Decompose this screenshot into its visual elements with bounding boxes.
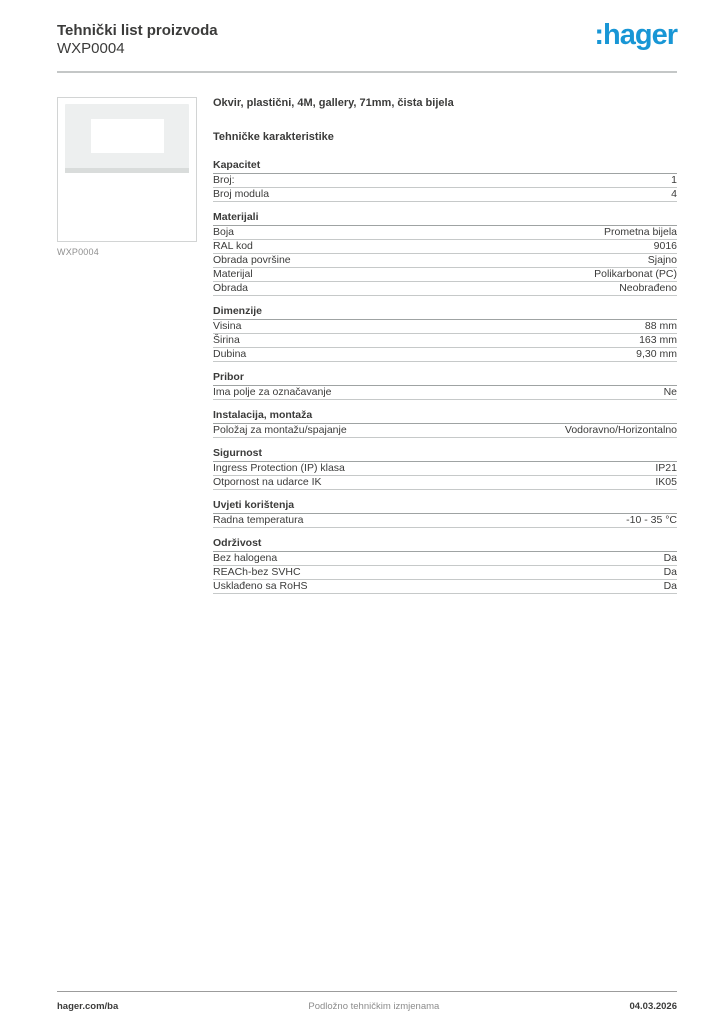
spec-label: Boja [213, 226, 235, 238]
spec-row [213, 320, 677, 334]
frame-bottom-edge [65, 168, 189, 173]
spec-section-heading: Sigurnost [213, 448, 677, 462]
spec-row [213, 226, 677, 240]
frame-plate-graphic [65, 104, 189, 173]
page-footer [57, 991, 677, 1012]
spec-label: REACh-bez SVHC [213, 566, 301, 578]
spec-row [213, 348, 677, 362]
spec-label: Broj modula [213, 188, 270, 200]
spec-value: Vodoravno/Horizontalno [564, 424, 677, 436]
spec-label: Usklađeno sa RoHS [213, 580, 308, 592]
spec-row [213, 282, 677, 296]
spec-row [213, 240, 677, 254]
spec-row [213, 462, 677, 476]
product-description: Okvir, plastični, 4M, gallery, 71mm, čista bijela [213, 97, 454, 109]
spec-label: Obrada površine [213, 254, 291, 266]
spec-value: 163 mm [639, 334, 677, 346]
spec-value: 1 [671, 174, 677, 186]
page-header [0, 0, 724, 58]
spec-section-heading: Instalacija, montaža [213, 410, 677, 424]
spec-row [213, 334, 677, 348]
spec-label: Dubina [213, 348, 247, 360]
spec-value: Da [663, 552, 677, 564]
spec-row [213, 424, 677, 438]
spec-value: IK05 [655, 476, 677, 488]
spec-section-heading: Održivost [213, 538, 677, 552]
spec-row [213, 386, 677, 400]
header-divider [57, 71, 677, 73]
spec-section-heading: Pribor [213, 372, 677, 386]
spec-value: Polikarbonat (PC) [594, 268, 677, 280]
spec-section-heading: Dimenzije [213, 306, 677, 320]
footer-date: 04.03.2026 [629, 1001, 677, 1012]
spec-label: RAL kod [213, 240, 253, 252]
spec-row [213, 268, 677, 282]
spec-section [213, 212, 677, 296]
hager-logo: :hager [594, 19, 677, 51]
content [57, 97, 677, 594]
spec-value: IP21 [655, 462, 677, 474]
product-image [57, 97, 197, 242]
spec-label: Obrada [213, 282, 249, 294]
product-code: WXP0004 [57, 40, 125, 57]
spec-row [213, 580, 677, 594]
spec-label: Visina [213, 320, 242, 332]
spec-column [213, 97, 677, 594]
spec-value: Prometna bijela [604, 226, 677, 238]
spec-label: Širina [213, 334, 240, 346]
spec-value: -10 - 35 °C [626, 514, 677, 526]
spec-label: Bez halogena [213, 552, 278, 564]
spec-row [213, 552, 677, 566]
spec-row [213, 188, 677, 202]
spec-label: Radna temperatura [213, 514, 304, 526]
spec-section [213, 538, 677, 594]
spec-value: Da [663, 580, 677, 592]
spec-row [213, 476, 677, 490]
spec-value: 88 mm [644, 320, 677, 332]
document-title: Tehnički list proizvoda [57, 22, 218, 39]
spec-value: 4 [671, 188, 677, 200]
frame-window-cutout [91, 119, 164, 153]
spec-value: Ne [663, 386, 677, 398]
spec-label: Ingress Protection (IP) klasa [213, 462, 345, 474]
header-titles [57, 22, 218, 58]
product-visual [57, 97, 213, 594]
spec-value: 9,30 mm [636, 348, 677, 360]
spec-section [213, 372, 677, 400]
footer-website: hager.com/ba [57, 1001, 119, 1012]
spec-section-heading: Kapacitet [213, 160, 677, 174]
spec-value: Neobrađeno [619, 282, 677, 294]
spec-label: Položaj za montažu/spajanje [213, 424, 347, 436]
spec-section-heading: Uvjeti korištenja [213, 500, 677, 514]
spec-section-heading: Materijali [213, 212, 677, 226]
spec-section [213, 306, 677, 362]
spec-value: Sjajno [647, 254, 677, 266]
spec-section [213, 410, 677, 438]
product-image-caption: WXP0004 [57, 247, 99, 257]
spec-section [213, 448, 677, 490]
spec-section [213, 160, 677, 202]
spec-sections [213, 160, 677, 594]
spec-row [213, 514, 677, 528]
spec-label: Ima polje za označavanje [213, 386, 332, 398]
spec-row [213, 254, 677, 268]
spec-value: 9016 [653, 240, 677, 252]
spec-label: Materijal [213, 268, 253, 280]
spec-label: Otpornost na udarce IK [213, 476, 322, 488]
spec-row [213, 174, 677, 188]
spec-label: Broj: [213, 174, 235, 186]
spec-section [213, 500, 677, 528]
spec-row [213, 566, 677, 580]
spec-value: Da [663, 566, 677, 578]
footer-disclaimer: Podložno tehničkim izmjenama [308, 1001, 440, 1012]
specs-section-title: Tehničke karakteristike [213, 131, 334, 143]
